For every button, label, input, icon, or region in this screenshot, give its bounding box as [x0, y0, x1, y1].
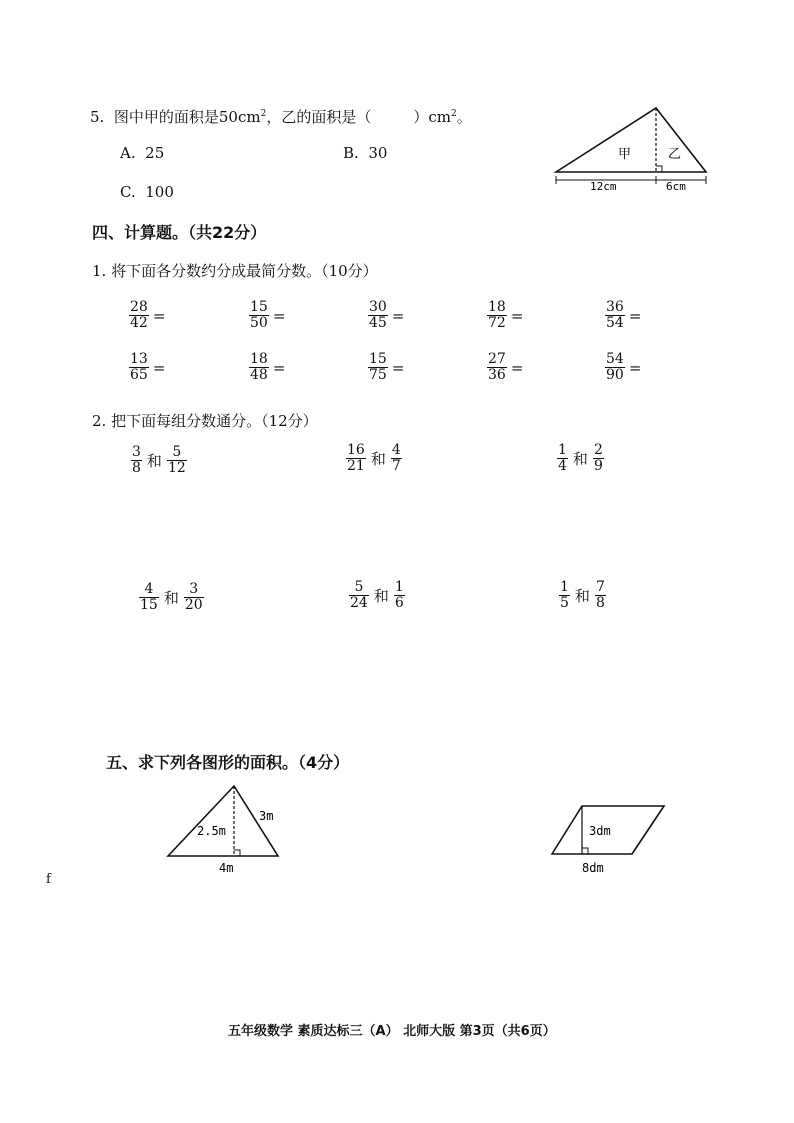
triangle-right-angle [234, 850, 240, 856]
simplify-item[interactable]: $\frac{15}{50}$ = [250, 299, 286, 331]
q5-triangle [556, 108, 706, 172]
q5-right-angle [656, 166, 662, 172]
label-12cm: 12cm [590, 180, 617, 193]
triangle-side-label: 3m [259, 809, 274, 823]
simplify-item[interactable]: $\frac{54}{90}$ = [606, 351, 642, 383]
option-b[interactable]: B. 30 [343, 144, 388, 162]
common-denominator-item[interactable]: $\frac{3}{8}$ 和 $\frac{5}{12}$ [132, 444, 186, 476]
option-a[interactable]: A. 25 [120, 144, 165, 162]
fraction: $\frac{28}{42}$ [130, 299, 148, 331]
margin-mark: f [46, 872, 51, 887]
parallelogram-figure [548, 798, 672, 880]
triangle-base-label: 4m [219, 861, 234, 875]
fraction: $\frac{18}{48}$ [250, 351, 268, 383]
parallelogram-height-label: 3dm [589, 824, 611, 838]
fraction: $\frac{18}{72}$ [488, 299, 506, 331]
label-6cm: 6cm [666, 180, 686, 193]
question-5: 5. 图中甲的面积是$50cm^2$，乙的面积是（ ）$cm^2$。 [90, 108, 472, 126]
simplify-item[interactable]: $\frac{18}{48}$ = [250, 351, 286, 383]
fraction: $\frac{15}{75}$ [369, 351, 387, 383]
label-jia: 甲 [618, 147, 632, 162]
option-c[interactable]: C. 100 [120, 183, 174, 201]
simplify-item[interactable]: $\frac{36}{54}$ = [606, 299, 642, 331]
common-denominator-item[interactable]: $\frac{1}{5}$ 和 $\frac{7}{8}$ [560, 579, 605, 611]
fraction: $\frac{27}{36}$ [488, 351, 506, 383]
common-denominator-item[interactable]: $\frac{4}{15}$ 和 $\frac{3}{20}$ [140, 581, 203, 613]
simplify-item[interactable]: $\frac{30}{45}$ = [369, 299, 405, 331]
parallelogram-base-label: 8dm [582, 861, 604, 875]
page-footer: 五年级数学 素质达标三（A） 北师大版 第3页（共6页） [228, 1024, 556, 1039]
fraction: $\frac{30}{45}$ [369, 299, 387, 331]
fraction: $\frac{15}{50}$ [250, 299, 268, 331]
q4-2-title: 2. 把下面每组分数通分。（12分） [92, 412, 318, 430]
simplify-item[interactable]: $\frac{27}{36}$ = [488, 351, 524, 383]
common-denominator-item[interactable]: $\frac{1}{4}$ 和 $\frac{2}{9}$ [558, 442, 603, 474]
fraction: $\frac{13}{65}$ [130, 351, 148, 383]
section-5-title: 五、求下列各图形的面积。（4分） [106, 753, 350, 772]
simplify-item[interactable]: $\frac{28}{42}$ = [130, 299, 166, 331]
q4-1-title: 1. 将下面各分数约分成最简分数。（10分） [92, 262, 378, 280]
simplify-item[interactable]: $\frac{18}{72}$ = [488, 299, 524, 331]
triangle-figure [164, 782, 288, 878]
section-4-title: 四、计算题。（共22分） [92, 223, 267, 242]
fraction: $\frac{54}{90}$ [606, 351, 624, 383]
parallelogram-right-angle [582, 848, 588, 854]
common-denominator-item[interactable]: $\frac{5}{24}$ 和 $\frac{1}{6}$ [350, 579, 404, 611]
triangle-height-label: 2.5m [197, 824, 226, 838]
q5-stem: 图中甲的面积是50cm [113, 108, 261, 126]
common-denominator-item[interactable]: $\frac{16}{21}$ 和 $\frac{4}{7}$ [347, 442, 401, 474]
fraction: $\frac{36}{54}$ [606, 299, 624, 331]
label-yi: 乙 [668, 147, 682, 162]
q5-triangle-figure [552, 102, 712, 196]
simplify-item[interactable]: $\frac{13}{65}$ = [130, 351, 166, 383]
simplify-item[interactable]: $\frac{15}{75}$ = [369, 351, 405, 383]
